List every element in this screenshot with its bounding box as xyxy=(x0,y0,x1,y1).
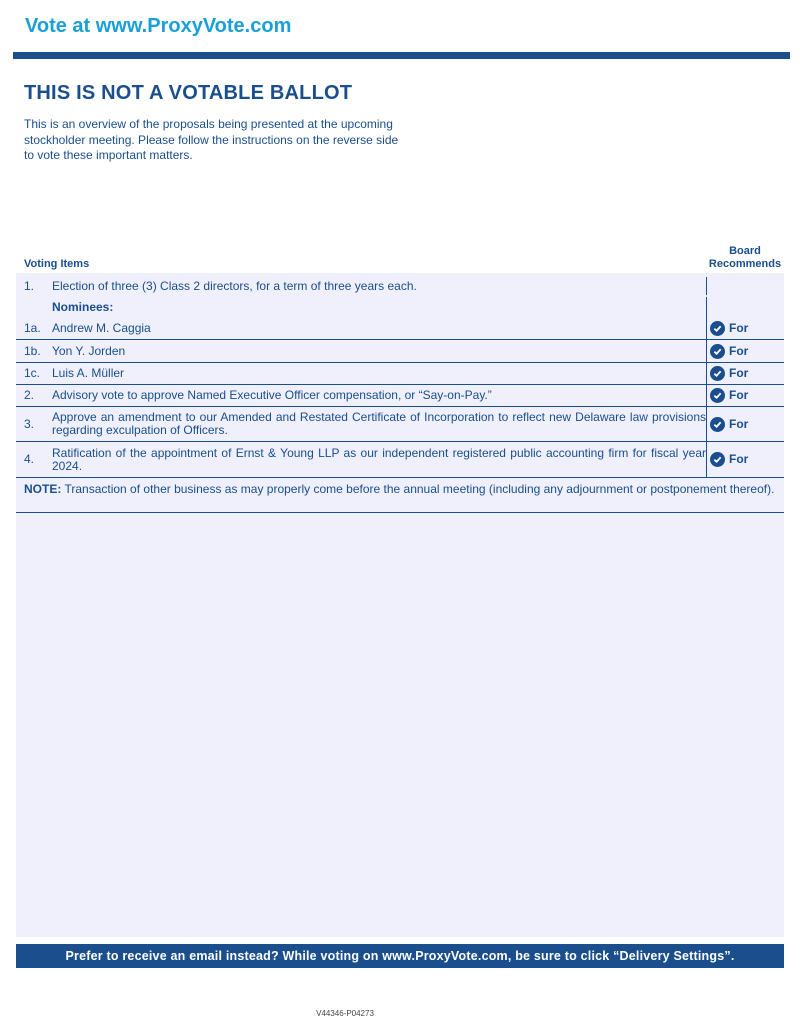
header-divider xyxy=(13,52,790,59)
item-text: Luis A. Müller xyxy=(52,366,125,380)
recommendation-cell xyxy=(706,407,784,441)
check-icon xyxy=(710,321,725,336)
item-text: Andrew M. Caggia xyxy=(52,320,151,335)
page-title: THIS IS NOT A VOTABLE BALLOT xyxy=(24,82,353,104)
item-text: Election of three (3) Class 2 directors, for a term of three years each. xyxy=(52,278,417,293)
recommendation-value: For xyxy=(729,416,749,431)
recommendation-cell xyxy=(706,277,784,295)
check-icon xyxy=(710,417,725,432)
item-number: 4. xyxy=(24,452,35,466)
check-icon xyxy=(710,344,725,359)
recommendation-cell xyxy=(706,317,784,339)
table-row xyxy=(16,363,784,385)
item-text: Yon Y. Jorden xyxy=(52,343,126,358)
recommendation-value: For xyxy=(729,452,749,466)
note-text: Transaction of other business as may properly come before the annual meeting (including any adjournment or postponement thereof). xyxy=(64,482,775,496)
recommendation-cell xyxy=(706,385,784,406)
recommendation-cell xyxy=(706,340,784,362)
recommendation-value: For xyxy=(729,388,749,402)
note-row xyxy=(16,479,784,513)
recommendation-cell xyxy=(706,442,784,477)
table-row xyxy=(16,442,784,478)
item-text: Ratification of the appointment of Ernst & Young LLP as our independent registered public accounting firm for fiscal year 2024. xyxy=(52,445,706,473)
proxyvote-link[interactable]: Vote at www.ProxyVote.com xyxy=(25,15,292,37)
note-label: NOTE: xyxy=(24,482,62,496)
item-number: 1b. xyxy=(24,343,41,358)
board-recommends-header: Board Recommends xyxy=(708,245,782,270)
recommendation-value: For xyxy=(729,343,749,358)
check-icon xyxy=(710,452,725,467)
table-row xyxy=(16,277,784,295)
table-row xyxy=(16,317,784,340)
item-number: 1a. xyxy=(24,320,41,335)
check-icon xyxy=(710,366,725,381)
nominees-label: Nominees: xyxy=(52,299,114,314)
item-text: Approve an amendment to our Amended and Restated Certificate of Incorporation to reflect new Delaware law provisions regarding exculpation of Officers. xyxy=(52,410,706,437)
footer-message: Prefer to receive an email instead? While voting on www.ProxyVote.com, be sure to click “Delivery Settings”. xyxy=(65,949,735,963)
item-number: 1. xyxy=(24,278,35,293)
recommendation-cell xyxy=(706,297,784,317)
item-number: 2. xyxy=(24,388,35,402)
table-row xyxy=(16,407,784,442)
intro-text: This is an overview of the proposals being presented at the upcoming stockholder meeting. Please follow the instructions on the reverse side to vote these important matters. xyxy=(24,117,399,162)
table-row xyxy=(16,340,784,363)
item-number: 1c. xyxy=(24,366,41,380)
document-code: V44346-P04273 xyxy=(316,1009,374,1018)
delivery-settings-banner xyxy=(16,944,784,968)
recommendation-value: For xyxy=(729,366,749,380)
recommendation-cell xyxy=(706,363,784,384)
check-icon xyxy=(710,388,725,403)
table-row xyxy=(16,385,784,407)
item-number: 3. xyxy=(24,416,35,431)
voting-items-header: Voting Items xyxy=(24,258,90,270)
recommendation-value: For xyxy=(729,320,749,335)
table-row xyxy=(16,297,784,317)
item-text: Advisory vote to approve Named Executive Officer compensation, or “Say-on-Pay.” xyxy=(52,388,492,402)
